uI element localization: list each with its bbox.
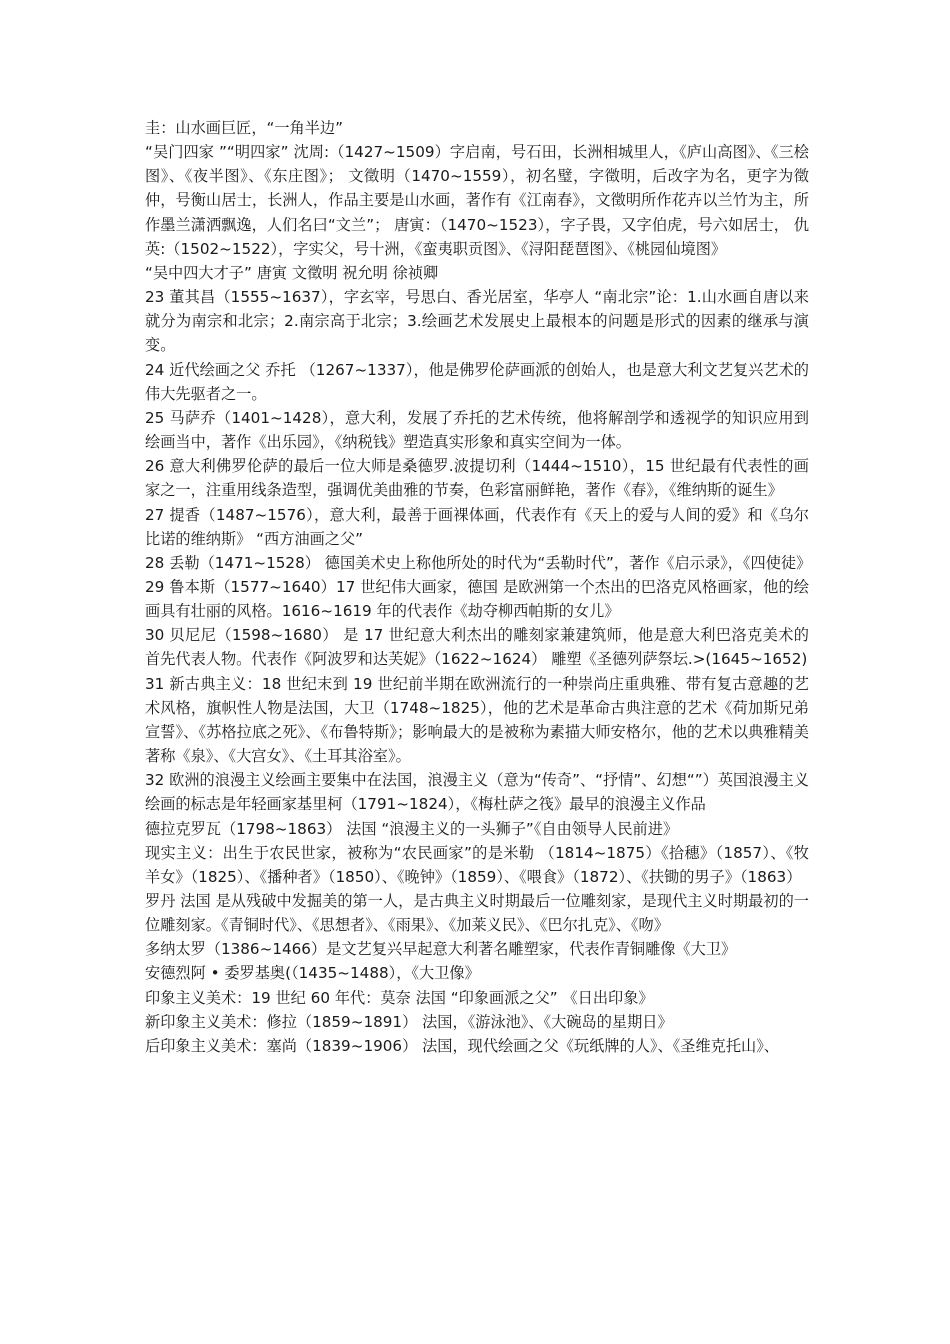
document-page: [145, 116, 812, 1058]
paragraph-impressionism-monet: 印象主义美术：19 世纪 60 年代：莫奈 法国 “印象画派之父” 《日出印象》: [145, 988, 654, 1007]
paragraph-rodin: 罗丹 法国 是从残破中发掘美的第一人，是古典主义时期最后一位雕刻家，是现代主义时期最初的一位雕刻家。《青铜时代》、《思想者》、《雨果》、《加莱义民》、《巴尔扎克》、《吻》: [145, 892, 809, 935]
paragraph-31-neoclassicism: 31 新古典主义：18 世纪末到 19 世纪前半期在欧洲流行的一种崇尚庄重典雅、带有复古意趣的艺术风格，旗帜性人物是法国，大卫（1748~1825），他的艺术是革命古典注意的艺术《荷加斯兄弟宣誓》、《苏格拉底之死》、《布鲁特斯》；影响最大的是被称为素描大师安格尔，他的艺术以典雅精美著称《泉》、《大宫女》、《土耳其浴室》。: [145, 674, 809, 766]
paragraph-delacroix: 德拉克罗瓦（1798~1863） 法国 “浪漫主义的一头狮子”《自由领导人民前进》: [145, 819, 679, 838]
paragraph-neo-impressionism-seurat: 新印象主义美术：修拉（1859~1891） 法国，《游泳池》、《大碗岛的星期日》: [145, 1012, 673, 1031]
paragraph-verrocchio: 安德烈阿 • 委罗基奥(（1435~1488），《大卫像》: [145, 964, 480, 983]
paragraph-32-romanticism: 32 欧洲的浪漫主义绘画主要集中在法国，浪漫主义（意为“传奇”、“抒情”、幻想“”）英国浪漫主义绘画的标志是年轻画家基里柯（1791~1824），《梅杜萨之筏》最早的浪漫主义作品: [145, 771, 809, 814]
paragraph-post-impressionism-cezanne: 后印象主义美术：塞尚（1839~1906） 法国，现代绘画之父《玩纸牌的人》、《圣维克托山》、: [145, 1036, 779, 1055]
paragraph-30-bernini: 30 贝尼尼（1598~1680） 是 17 世纪意大利杰出的雕刻家兼建筑师，他是意大利巴洛克美术的首先代表人物。代表作《阿波罗和达芙妮》（1622~1624） 雕塑《圣德列萨祭坛.>(1645~1652): [145, 626, 809, 669]
paragraph-27-titian: 27 提香（1487~1576），意大利，最善于画裸体画，代表作有《天上的爱与人间的爱》和《乌尔比诺的维纳斯》 “西方油画之父”: [145, 505, 809, 548]
paragraph-24-giotto: 24 近代绘画之父 乔托 （1267~1337），他是佛罗伦萨画派的创始人，也是意大利文艺复兴艺术的伟大先驱者之一。: [145, 360, 809, 403]
paragraph-29-rubens: 29 鲁本斯（1577~1640）17 世纪伟大画家，德国 是欧洲第一个杰出的巴洛克风格画家，他的绘画具有壮丽的风格。1616~1619 年的代表作《劫夺柳西帕斯的女儿》: [145, 577, 809, 621]
paragraph-realism-millet: 现实主义：出生于农民世家，被称为“农民画家”的是米勒 （1814~1875）《拾穗》（1857）、《牧羊女》（1825）、《播种者》（1850）、《晚钟》（1859）、《喂食》（1872）、《扶锄的男子》（1863）: [145, 843, 809, 886]
paragraph-25-masaccio: 25 马萨乔（1401~1428），意大利，发展了乔托的艺术传统，他将解剖学和透视学的知识应用到绘画当中，著作《出乐园》，《纳税钱》塑造真实形象和真实空间为一体。: [145, 408, 809, 452]
paragraph-26-botticelli: 26 意大利佛罗伦萨的最后一位大师是桑德罗.波提切利（1444~1510），15 世纪最有代表性的画家之一，注重用线条造型，强调优美曲雅的节奏，色彩富丽鲜艳，著作《春》，《维纳斯的诞生》: [145, 457, 809, 500]
paragraph-ma-yuan: 圭：山水画巨匠，“一角半边”: [145, 119, 343, 137]
paragraph-wu-men-si-jia: “吴门四家 ”“明四家” 沈周:（1427~1509）字启南，号石田，长洲相城里人，《庐山高图》、《三桧图》、《夜半图》、《东庄图》； 文徵明（1470~1559），初名璧，字徵明，后改字为名，更字为徵仲，号衡山居士，长洲人，作品主要是山水画，著作有《江南春》，文徵明所作花卉以兰竹为主，所作墨兰潇洒飘逸，人们名曰“文兰”； 唐寅：（1470~1523），字子畏，又字伯虎，号六如居士， 仇英:（1502~1522），字实父，号十洲，《蛮夷职贡图》、《浔阳琵琶图》、《桃园仙境图》: [145, 143, 809, 258]
paragraph-23-dong-qichang: 23 董其昌（1555~1637），字玄宰，号思白、香光居室，华亭人 “南北宗”论：1.山水画自唐以来就分为南宗和北宗；2.南宗高于北宗；3.绘画艺术发展史上最根本的问题是形式的因素的继承与演变。: [145, 288, 809, 355]
paragraph-28-durer: 28 丢勒（1471~1528） 德国美术史上称他所处的时代为“丢勒时代”，著作《启示录》，《四使徒》: [145, 553, 812, 572]
paragraph-donatello: 多纳太罗（1386~1466）是文艺复兴早起意大利著名雕塑家，代表作青铜雕像《大卫》: [145, 940, 737, 959]
paragraph-wu-zhong-si-da-cai-zi: “吴中四大才子” 唐寅 文徵明 祝允明 徐祯卿: [145, 263, 439, 282]
